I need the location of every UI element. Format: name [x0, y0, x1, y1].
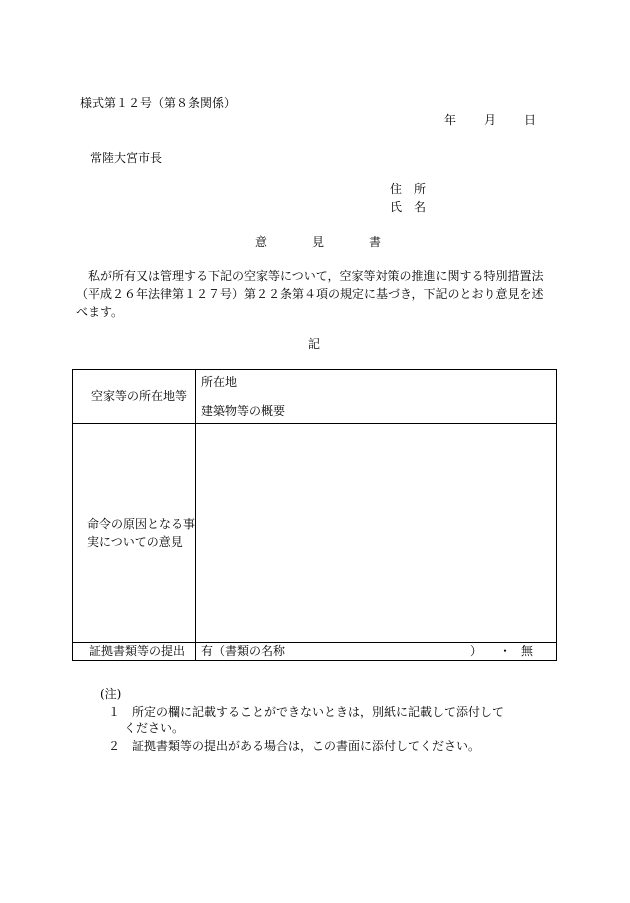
ki-marker: 記	[308, 337, 321, 351]
date-day-label: 日	[524, 113, 537, 127]
note-1: １ 所定の欄に記載することができないときは，別紙に記載して添付して	[108, 705, 505, 719]
location-value-cell[interactable]	[196, 370, 557, 424]
title-char-1: 意	[255, 235, 268, 249]
building-summary-label: 建築物等の概要	[201, 404, 286, 418]
title-char-2: 見	[312, 235, 325, 249]
date-line	[444, 113, 536, 127]
opinion-label: 命令の原因となる事実についての意見	[87, 517, 196, 549]
evidence-label: 証拠書類等の提出	[89, 644, 186, 659]
addressee: 常陸大宮市長	[90, 151, 163, 165]
evidence-option-yes: 有（書類の名称	[201, 644, 286, 658]
table-row-opinion	[73, 424, 557, 643]
title-char-3: 書	[369, 235, 382, 249]
name-label: 氏 名	[390, 200, 427, 214]
form-number: 様式第１２号（第８条関係）	[80, 96, 237, 110]
location-field-label: 所在地	[201, 375, 238, 389]
evidence-label-cell	[73, 643, 196, 661]
date-year-label: 年	[444, 113, 457, 127]
evidence-separator: ・	[499, 644, 512, 658]
document-title	[255, 235, 381, 249]
table-row-evidence	[73, 643, 557, 661]
note-1-continued: ください。	[124, 721, 185, 735]
date-month-label: 月	[484, 113, 497, 127]
evidence-paren-close: ）	[470, 644, 483, 658]
address-label: 住 所	[390, 182, 427, 196]
location-label-cell	[73, 370, 196, 424]
body-paragraph: 私が所有又は管理する下記の空家等について，空家等対策の推進に関する特別措置法（平成２６年法律第１２７号）第２２条第４項の規定に基づき，下記のとおり意見を述べます。	[76, 269, 544, 319]
location-label: 空家等の所在地等	[91, 389, 188, 404]
evidence-option-no: 無	[521, 644, 534, 658]
note-2: ２ 証拠書類等の提出がある場合は，この書面に添付してください。	[108, 739, 481, 753]
opinion-label-cell	[73, 424, 196, 643]
table-row-location	[73, 370, 557, 424]
notes-heading: (注)	[100, 687, 122, 701]
opinion-value-cell[interactable]	[196, 424, 557, 643]
evidence-value-cell[interactable]	[196, 643, 557, 661]
opinion-form-table	[72, 369, 557, 661]
